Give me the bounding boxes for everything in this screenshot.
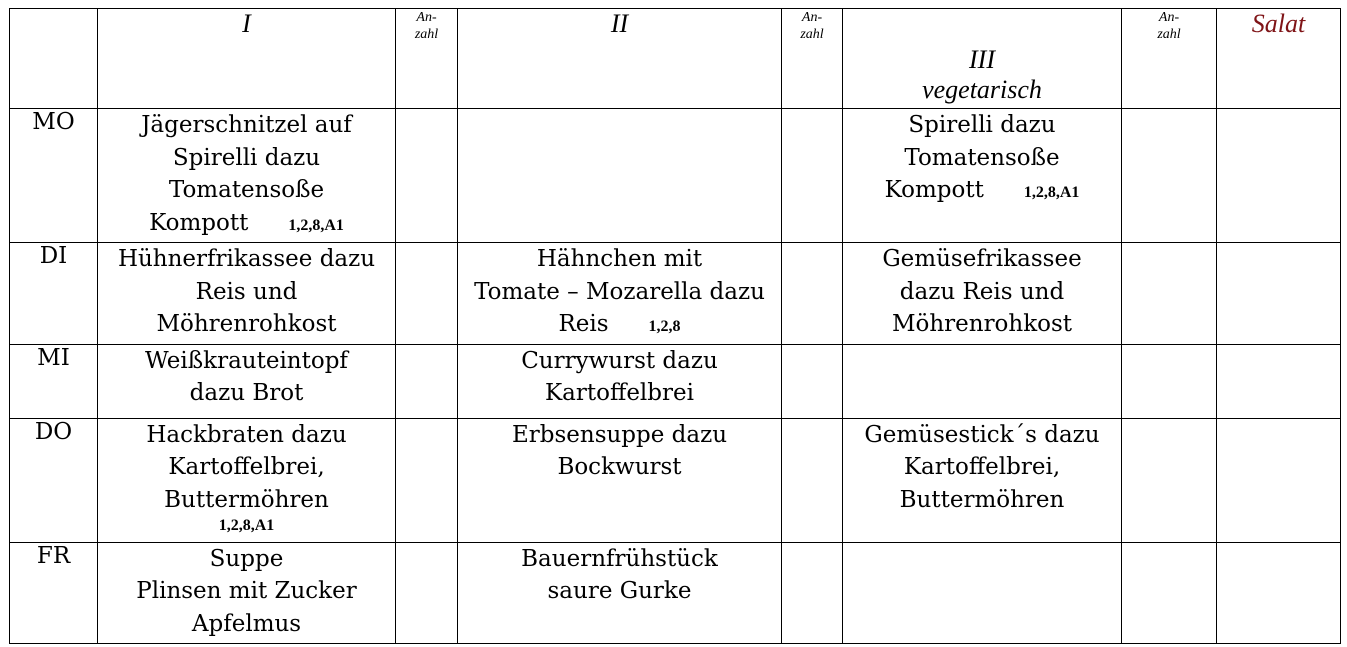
anzahl-ii-cell[interactable] [782,243,843,345]
menu-i-cell [98,109,396,243]
salat-cell[interactable] [1217,542,1341,643]
menu-i-cell [98,243,396,345]
dish-line: Buttermöhren [899,486,1065,513]
menu-ii-cell [458,109,782,243]
dish-line: Tomatensoße [904,144,1060,171]
anzahl-ii-cell[interactable] [782,109,843,243]
table-row [10,418,1341,542]
table-row [10,109,1341,243]
menu-i-cell [98,344,396,418]
allergen-codes: 1,2,8,A1 [1023,184,1080,201]
dish-line: Hähnchen mit [536,246,703,272]
dish-line: Gemüsestick´s dazu [864,421,1100,448]
menu-ii-cell [458,542,782,643]
anzahl-iii-cell[interactable] [1122,243,1217,345]
dish-line-with-allergens [458,308,781,344]
dish-line: Gemüsefrikassee [882,246,1082,272]
table-row [10,542,1341,643]
header-day-cell [10,9,98,109]
anzahl-label-bottom: zahl [414,27,439,42]
dish-line: Plinsen mit Zucker [136,578,357,604]
dish-line: Kartoffelbrei, [903,454,1061,480]
table-row [10,243,1341,345]
salat-cell[interactable] [1217,344,1341,418]
header-menu-i: I [98,9,396,109]
allergen-codes: 1,2,8,A1 [288,216,344,234]
header-salat: Salat [1217,9,1341,109]
dish-line: Hackbraten dazu [146,421,347,448]
day-label: MI [10,344,98,418]
dish-line: Spirelli dazu [172,144,321,171]
menu-i-cell [98,542,396,643]
header-menu-iii [843,9,1122,109]
anzahl-iii-cell[interactable] [1122,344,1217,418]
dish-line: Möhrenrohkost [156,311,337,337]
allergen-codes: 1,2,8,A1 [218,517,275,534]
dish-line: Apfelmus [191,610,302,637]
anzahl-iii-cell[interactable] [1122,418,1217,542]
day-label: FR [10,542,98,643]
dish-line: Bauernfrühstück [521,545,718,572]
anzahl-ii-cell[interactable] [782,542,843,643]
dish-line-with-allergens [843,174,1121,210]
menu-i-cell [98,418,396,542]
dish-line: Möhrenrohkost [891,311,1073,337]
header-anzahl-i [396,9,458,109]
anzahl-iii-cell[interactable] [1122,109,1217,243]
dish-line: Tomate – Mozarella dazu [474,278,765,305]
menu-ii-cell [458,344,782,418]
dish-line: dazu Brot [189,380,304,406]
menu-iii-cell [843,344,1122,418]
header-anzahl-ii [782,9,843,109]
header-menu-iii-title: III [969,45,995,74]
header-menu-iii-subtitle: vegetarisch [922,75,1042,104]
salat-cell[interactable] [1217,109,1341,243]
anzahl-label-top: An- [801,10,823,25]
dish-line: Kompott [149,209,249,236]
dish-line-with-allergens [98,207,395,243]
dish-line: Weißkrauteintopf [145,347,348,374]
anzahl-ii-cell[interactable] [782,418,843,542]
dish-line: Tomatensoße [168,177,325,203]
dish-line: Buttermöhren [164,486,329,513]
salat-cell[interactable] [1217,243,1341,345]
table-row [10,344,1341,418]
dish-line: Reis [558,311,609,337]
anzahl-i-cell[interactable] [396,243,458,345]
dish-line: Jägerschnitzel auf [141,112,352,138]
dish-line: Spirelli dazu [908,112,1056,138]
dish-line: Reis und [195,278,298,305]
dish-line: Erbsensuppe dazu [511,421,728,448]
dish-line: Currywurst dazu [521,347,718,374]
dish-line: Kartoffelbrei [545,380,694,406]
header-menu-ii: II [458,9,782,109]
day-label: MO [10,109,98,243]
day-label: DI [10,243,98,345]
dish-line: Suppe [209,545,284,572]
dish-line: Kompott [884,177,984,203]
salat-cell[interactable] [1217,418,1341,542]
dish-line: saure Gurke [547,578,692,604]
dish-line: Hühnerfrikassee dazu [117,246,376,272]
menu-ii-cell [458,243,782,345]
menu-iii-cell [843,109,1122,243]
menu-iii-cell [843,542,1122,643]
day-label: DO [10,418,98,542]
menu-iii-cell [843,243,1122,345]
anzahl-i-cell[interactable] [396,542,458,643]
anzahl-label-bottom: zahl [800,27,824,42]
anzahl-label-bottom: zahl [1157,27,1181,42]
anzahl-label-top: An- [1158,10,1180,25]
menu-ii-cell [458,418,782,542]
dish-line: Bockwurst [557,454,682,480]
menu-iii-cell [843,418,1122,542]
allergen-codes: 1,2,8 [648,318,681,335]
weekly-menu-table [9,8,1341,644]
anzahl-i-cell[interactable] [396,109,458,243]
anzahl-i-cell[interactable] [396,344,458,418]
anzahl-ii-cell[interactable] [782,344,843,418]
anzahl-i-cell[interactable] [396,418,458,542]
anzahl-iii-cell[interactable] [1122,542,1217,643]
dish-line: Kartoffelbrei, [168,454,325,480]
header-anzahl-iii [1122,9,1217,109]
anzahl-label-top: An- [416,10,437,25]
header-row [10,9,1341,109]
dish-line: dazu Reis und [899,278,1065,305]
